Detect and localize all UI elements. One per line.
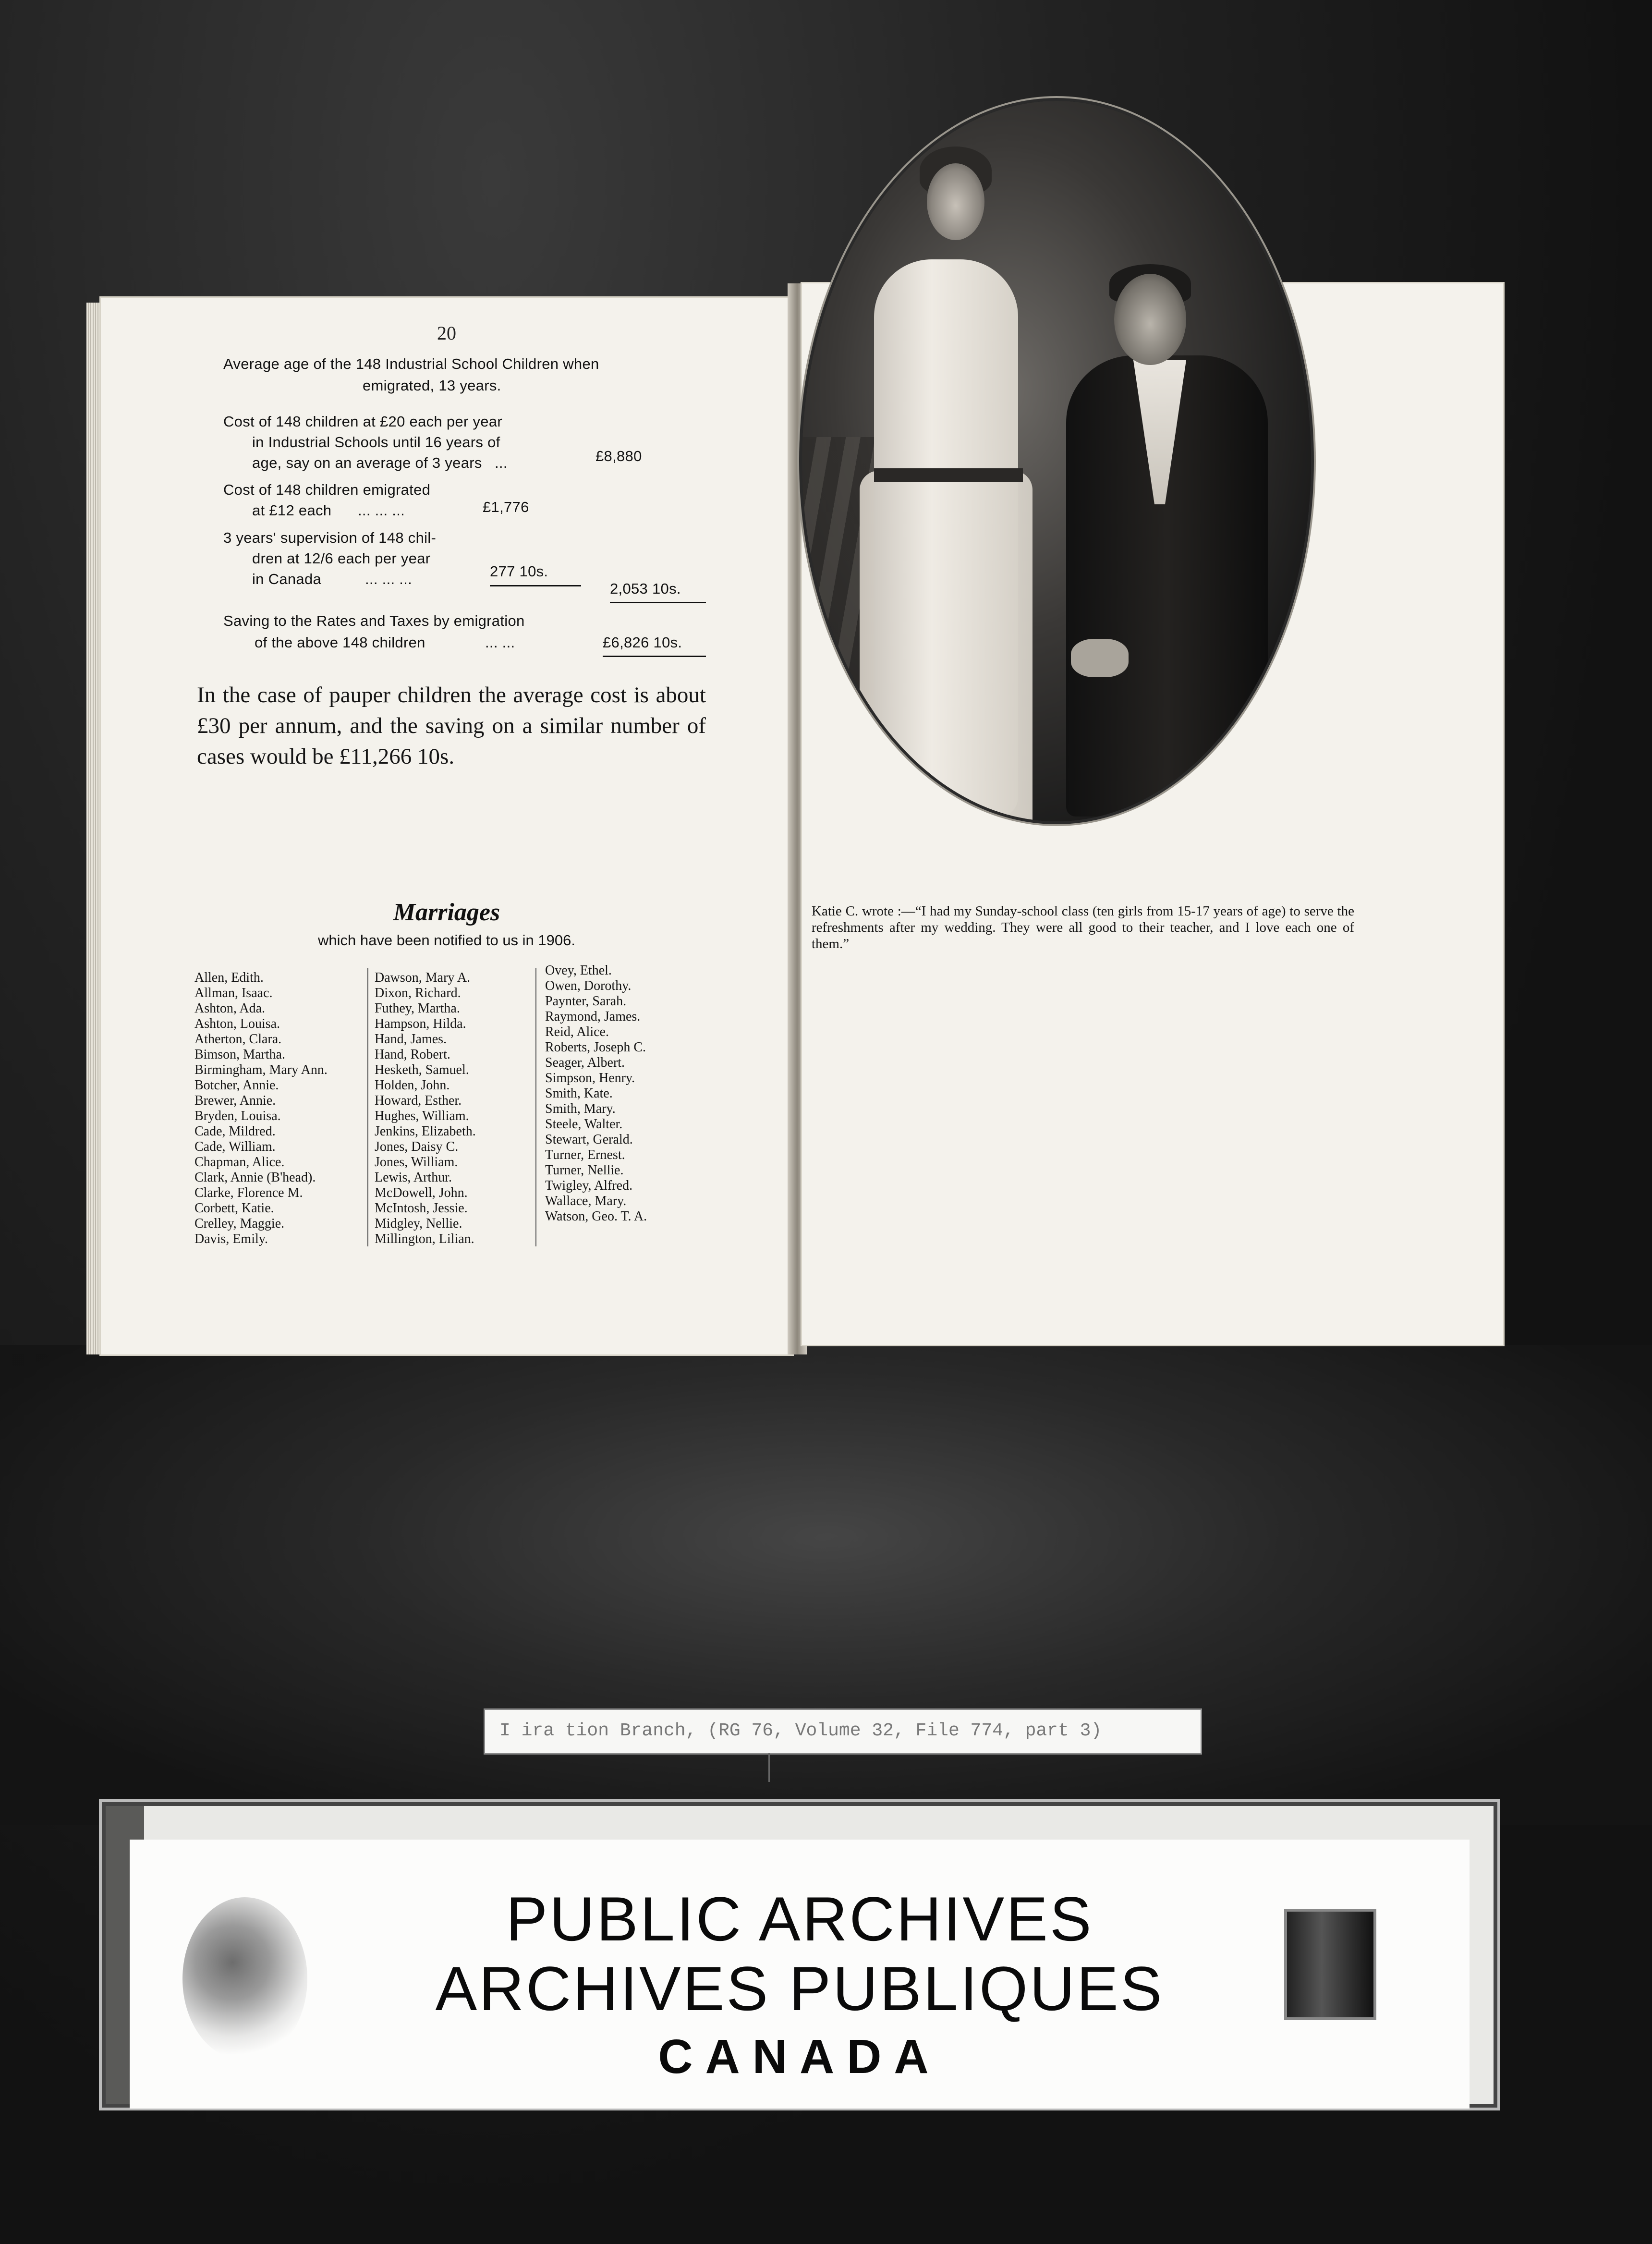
left-page <box>101 298 792 1354</box>
subtotal-amount: 2,053 10s. <box>610 580 681 597</box>
man-hand <box>1071 639 1129 677</box>
list-item: Bimson, Martha. <box>194 1047 285 1062</box>
list-item: Ovey, Ethel. <box>545 963 612 978</box>
list-item: Ashton, Louisa. <box>194 1016 280 1031</box>
list-item: Futhey, Martha. <box>375 1001 460 1016</box>
board-stain <box>182 1897 307 2061</box>
list-item: Hughes, William. <box>375 1109 469 1123</box>
names-column-1 <box>194 970 328 1247</box>
supervision-line-3: in Canada <box>252 571 322 587</box>
list-item: Roberts, Joseph C. <box>545 1040 646 1055</box>
list-item: Crelley, Maggie. <box>194 1216 285 1231</box>
list-item: Corbett, Katie. <box>194 1201 274 1216</box>
supervision-amount: 277 10s. <box>490 563 548 580</box>
saving-total: £6,826 10s. <box>603 634 682 651</box>
list-item: Turner, Ernest. <box>545 1147 625 1162</box>
man-head <box>1114 274 1186 365</box>
list-item: Seager, Albert. <box>545 1055 625 1070</box>
names-column-2 <box>375 970 476 1247</box>
emigration-line-2: at £12 each <box>252 502 332 519</box>
list-item: Jenkins, Elizabeth. <box>375 1124 476 1139</box>
list-item: Simpson, Henry. <box>545 1071 635 1085</box>
list-item: Jones, Daisy C. <box>375 1139 459 1154</box>
list-item: Turner, Nellie. <box>545 1163 624 1178</box>
list-item: Twigley, Alfred. <box>545 1178 633 1193</box>
list-item: Chapman, Alice. <box>194 1155 285 1170</box>
list-item: Steele, Walter. <box>545 1117 623 1132</box>
saving-line-2: of the above 148 children <box>255 634 425 651</box>
saving-dots: ... ... <box>485 634 515 651</box>
page-number-left: 20 <box>437 322 456 344</box>
list-item: McDowell, John. <box>375 1185 468 1200</box>
supervision-dots: ... ... ... <box>365 571 413 587</box>
saving-line-1: Saving to the Rates and Taxes by emigration <box>223 612 525 629</box>
saving-underline <box>603 656 706 657</box>
wedding-photograph <box>802 101 1311 821</box>
pauper-paragraph: In the case of pauper children the average cost is about £30 per annum, and the saving on a similar number of cases would be £11,266 10s. <box>197 683 706 769</box>
file-reference-strip <box>485 1710 1201 1753</box>
list-item: Atherton, Clara. <box>194 1032 282 1047</box>
list-item: Hand, Robert. <box>375 1047 450 1062</box>
list-item: Stewart, Gerald. <box>545 1132 633 1147</box>
board-line-english: PUBLIC ARCHIVES <box>506 1884 1093 1954</box>
list-item: Lewis, Arthur. <box>375 1170 452 1185</box>
marriages-subtitle: which have been notified to us in 1906. <box>318 932 575 949</box>
marriages-title: Marriages <box>393 899 500 926</box>
supervision-line-1: 3 years' supervision of 148 chil- <box>223 529 437 546</box>
list-item: Raymond, James. <box>545 1009 641 1024</box>
emigration-amount: £1,776 <box>483 499 529 515</box>
list-item: Bryden, Louisa. <box>194 1109 281 1123</box>
list-item: Clark, Annie (B'head). <box>194 1170 316 1185</box>
list-item: Dixon, Richard. <box>375 986 461 1000</box>
emigration-dots: ... ... ... <box>358 502 405 519</box>
list-item: Smith, Mary. <box>545 1101 616 1116</box>
photo-caption: Katie C. wrote :—“I had my Sunday-school class (ten girls from 15-17 years of age) to serve the refreshments after my wedding. They were all good to their teacher, and I love each one of them.” <box>812 903 1354 951</box>
total-rule <box>610 602 706 603</box>
list-item: Allman, Isaac. <box>194 986 273 1000</box>
list-item: Clarke, Florence M. <box>194 1185 303 1200</box>
list-item: Owen, Dorothy. <box>545 978 632 993</box>
emigration-line-1: Cost of 148 children emigrated <box>223 481 431 498</box>
avg-age-line-2: emigrated, 13 years. <box>363 377 501 394</box>
column-divider <box>535 968 536 1246</box>
list-item: Davis, Emily. <box>194 1232 268 1246</box>
list-item: Jones, William. <box>375 1155 458 1170</box>
list-item: Paynter, Sarah. <box>545 994 627 1009</box>
list-item: Cade, William. <box>194 1139 276 1154</box>
list-item: Hesketh, Samuel. <box>375 1062 469 1077</box>
list-item: Botcher, Annie. <box>194 1078 279 1093</box>
board-clip <box>1287 1912 1373 2017</box>
list-item: Cade, Mildred. <box>194 1124 276 1139</box>
cost-dots: ... <box>495 454 508 471</box>
board-line-country: CANADA <box>658 2030 941 2084</box>
list-item: Howard, Esther. <box>375 1093 462 1108</box>
list-item: McIntosh, Jessie. <box>375 1201 468 1216</box>
list-item: Birmingham, Mary Ann. <box>194 1062 328 1077</box>
cost-line-1: Cost of 148 children at £20 each per year <box>223 413 502 430</box>
archive-board <box>130 1840 1470 2109</box>
list-item: Millington, Lilian. <box>375 1232 474 1246</box>
list-item: Hand, James. <box>375 1032 447 1047</box>
names-column-3 <box>545 963 647 1224</box>
list-item: Watson, Geo. T. A. <box>545 1209 647 1224</box>
column-divider <box>367 968 368 1246</box>
cost-total: £8,880 <box>595 448 642 464</box>
list-item: Ashton, Ada. <box>194 1001 265 1016</box>
avg-age-line-1: Average age of the 148 Industrial School Children when <box>223 355 599 372</box>
page-edges <box>86 303 101 1354</box>
board-line-french: ARCHIVES PUBLIQUES <box>435 1953 1164 2024</box>
strip-tick <box>768 1753 770 1782</box>
woman-head <box>927 163 984 240</box>
list-item: Hampson, Hilda. <box>375 1016 466 1031</box>
cost-line-2: in Industrial Schools until 16 years of <box>252 434 500 451</box>
subtotal-rule <box>490 585 581 586</box>
cost-line-3: age, say on an average of 3 years <box>252 454 482 471</box>
list-item: Brewer, Annie. <box>194 1093 276 1108</box>
woman-dress <box>874 259 1018 817</box>
list-item: Holden, John. <box>375 1078 450 1093</box>
list-item: Wallace, Mary. <box>545 1194 627 1208</box>
background-shadow <box>0 1345 1652 1825</box>
supervision-line-2: dren at 12/6 each per year <box>252 550 431 567</box>
list-item: Smith, Kate. <box>545 1086 613 1101</box>
list-item: Dawson, Mary A. <box>375 970 471 985</box>
dress-belt <box>874 468 1023 482</box>
list-item: Reid, Alice. <box>545 1024 609 1039</box>
file-reference-text: I ira tion Branch, (RG 76, Volume 32, File 774, part 3) <box>499 1720 1102 1741</box>
list-item: Midgley, Nellie. <box>375 1216 462 1231</box>
list-item: Allen, Edith. <box>194 970 264 985</box>
